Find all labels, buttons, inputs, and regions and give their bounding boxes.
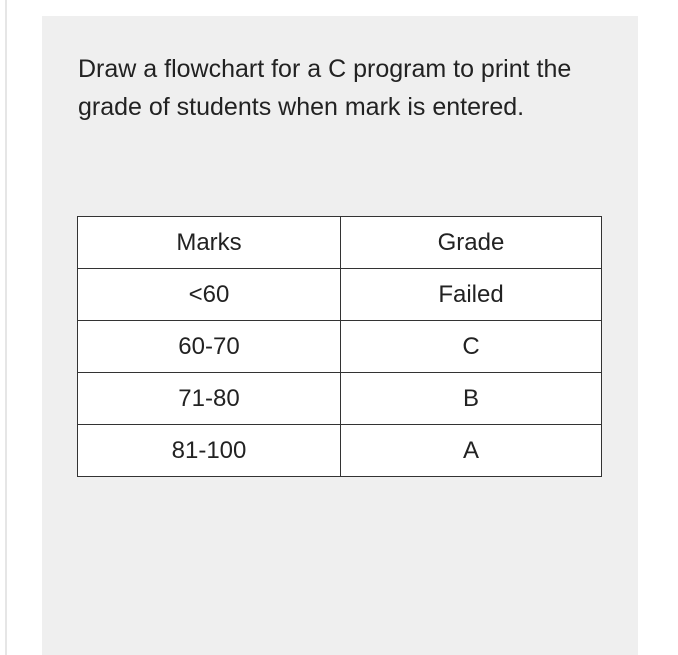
- marks-cell: 60-70: [78, 321, 341, 373]
- marks-cell: 81-100: [78, 425, 341, 477]
- grade-cell: C: [341, 321, 602, 373]
- marks-cell: <60: [78, 269, 341, 321]
- header-marks: Marks: [78, 217, 341, 269]
- grade-cell: A: [341, 425, 602, 477]
- grade-cell: B: [341, 373, 602, 425]
- question-text: Draw a flowchart for a C program to print the grade of students when mark is entered.: [78, 55, 572, 121]
- table-row: [78, 269, 602, 321]
- header-grade: Grade: [341, 217, 602, 269]
- left-divider: [5, 0, 7, 655]
- table-row: [78, 373, 602, 425]
- grade-cell: Failed: [341, 269, 602, 321]
- marks-cell: 71-80: [78, 373, 341, 425]
- grade-table: [77, 216, 602, 477]
- table-header-row: [78, 217, 602, 269]
- table-row: [78, 321, 602, 373]
- table-row: [78, 425, 602, 477]
- question-card: [42, 16, 638, 655]
